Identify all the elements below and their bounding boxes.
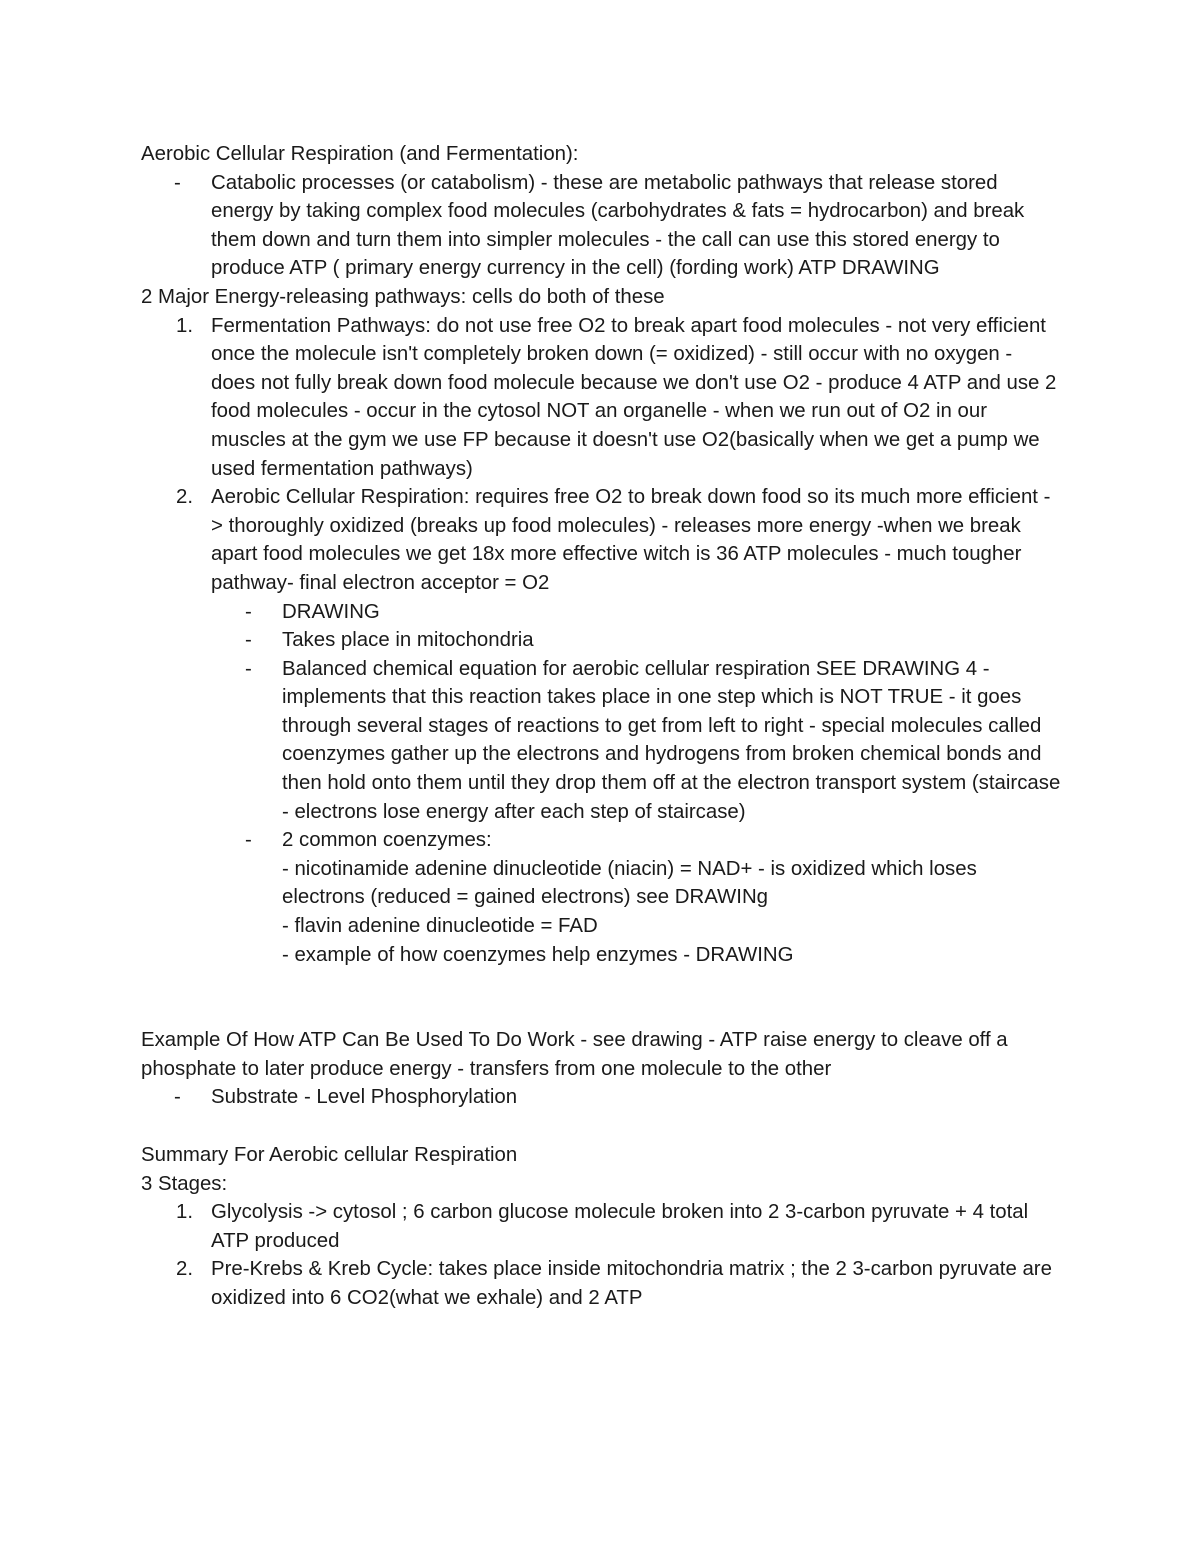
- list-item-text: Pre-Krebs & Kreb Cycle: takes place inside mitochondria matrix ; the 2 3-carbon pyruvate are oxidized into 6 CO2(what we exhale) and 2 ATP: [211, 1258, 1052, 1309]
- list-item-text: Fermentation Pathways: do not use free O2 to break apart food molecules - not very efficient once the molecule isn't completely broken down (= oxidized) - still occur with no oxygen - does not fully break down food molecule because we don't use O2 - produce 4 ATP and use 2 food molecules - occur in the cytosol NOT an organelle - when we run out of O2 in our muscles at the gym we use FP because it doesn't use O2(basically when we get a pump we used fermentation pathways): [211, 314, 1057, 480]
- section-heading-aerobic-respiration: Aerobic Cellular Respiration (and Fermentation):: [141, 143, 579, 165]
- section-heading-atp-work: Example Of How ATP Can Be Used To Do Work - see drawing - ATP raise energy to cleave off a phosphate to later produce energy - transfers from one molecule to the other: [141, 1029, 1008, 1080]
- sub-bullet-text: Takes place in mitochondria: [282, 629, 534, 652]
- list-number: 1.: [176, 1201, 194, 1224]
- spacer: [141, 1112, 1061, 1141]
- list-item-text: Aerobic Cellular Respiration: requires free O2 to break down food so its much more efficient -> thoroughly oxidized (breaks up food molecules) - releases more energy -when we break apart food molecules we get 18x more effective witch is 36 ATP molecules - much tougher pathway- final electron acceptor = O2: [211, 486, 1051, 594]
- sub-bullet-mitochondria: [141, 626, 1061, 655]
- section-heading-summary: Summary For Aerobic cellular Respiration: [141, 1144, 518, 1166]
- list-item-glycolysis: [141, 1198, 1061, 1255]
- list-item-aerobic-respiration: [141, 483, 1061, 597]
- list-number: 1.: [176, 314, 194, 337]
- sub-bullet-coenzymes: [141, 826, 1061, 969]
- section-heading-energy-pathways: 2 Major Energy-releasing pathways: cells do both of these: [141, 285, 665, 308]
- bullet-text: Catabolic processes (or catabolism) - these are metabolic pathways that release stored energy by taking complex food molecules (carbohydrates & fats = hydrocarbon) and break them down and turn them into simpler molecules - the call can use this stored energy to produce ATP ( primary energy currency in the cell) (fording work) ATP DRAWING: [211, 171, 1025, 280]
- bullet-marker: -: [245, 600, 252, 623]
- sub-bullet-text: DRAWING: [282, 600, 380, 623]
- bullet-marker: -: [245, 829, 252, 852]
- bullet-catabolic-processes: [141, 169, 1061, 283]
- spacer: [141, 969, 1061, 1026]
- sub-bullet-balanced-equation: [141, 655, 1061, 827]
- coenzyme-example: - example of how coenzymes help enzymes - DRAWING: [282, 943, 794, 966]
- section-subheading-stages: 3 Stages:: [141, 1172, 228, 1195]
- list-item-fermentation: [141, 312, 1061, 484]
- list-item-text: Glycolysis -> cytosol ; 6 carbon glucose molecule broken into 2 3-carbon pyruvate + 4 total ATP produced: [211, 1201, 1029, 1252]
- list-number: 2.: [176, 1258, 194, 1281]
- coenzyme-nad: - nicotinamide adenine dinucleotide (niacin) = NAD+ - is oxidized which loses electrons (reduced = gained electrons) see DRAWINg: [282, 857, 977, 909]
- bullet-marker: -: [174, 171, 181, 194]
- sub-bullet-text: Balanced chemical equation for aerobic cellular respiration SEE DRAWING 4 - implements that this reaction takes place in one step which is NOT TRUE - it goes through several stages of reactions to get from left to right - special molecules called coenzymes gather up the electrons and hydrogens from broken chemical bonds and then hold onto them until they drop them off at the electron transport system (staircase - electrons lose energy after each step of staircase): [282, 657, 1061, 823]
- coenzyme-fad: - flavin adenine dinucleotide = FAD: [282, 915, 598, 938]
- bullet-marker: -: [245, 657, 252, 680]
- coenzymes-title: 2 common coenzymes:: [282, 829, 492, 852]
- document-page: [141, 140, 1061, 1313]
- bullet-marker: -: [174, 1086, 181, 1109]
- sub-bullet-drawing: [141, 598, 1061, 627]
- list-number: 2.: [176, 486, 194, 509]
- bullet-text: Substrate - Level Phosphorylation: [211, 1086, 518, 1109]
- bullet-substrate-phosphorylation: [141, 1083, 1061, 1112]
- bullet-marker: -: [245, 629, 252, 652]
- list-item-krebs-cycle: [141, 1255, 1061, 1312]
